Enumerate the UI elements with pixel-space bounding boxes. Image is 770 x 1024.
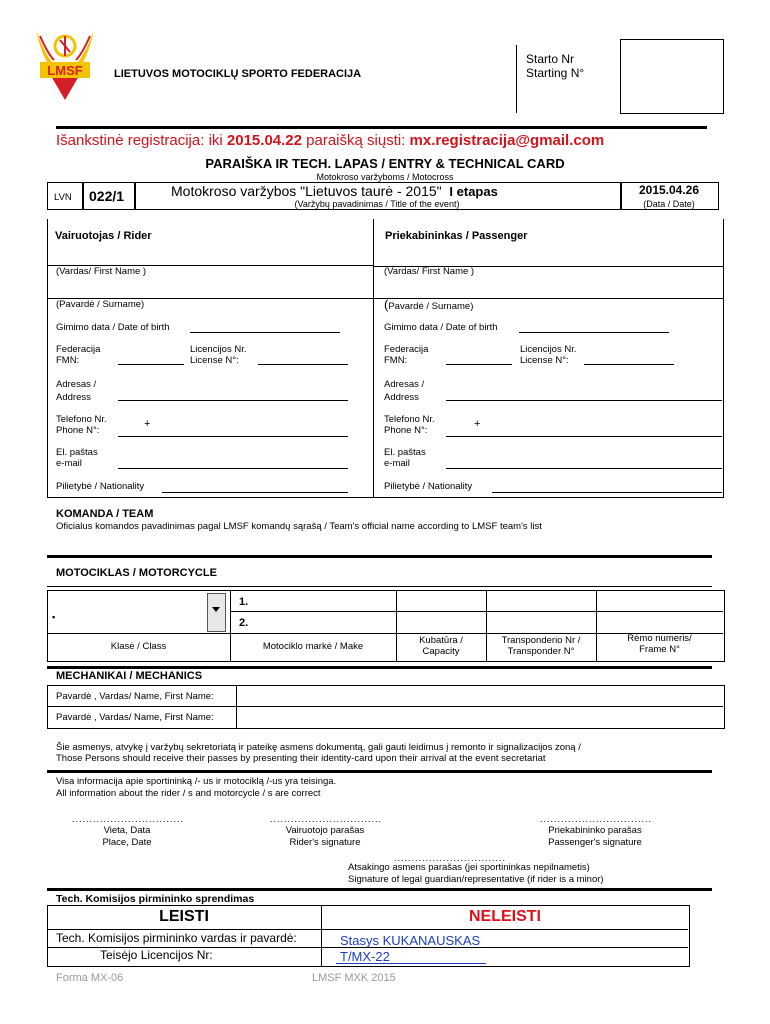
col-class: Klasė / Class [110,641,167,652]
passenger-license-field[interactable] [584,364,674,365]
chevron-down-icon [212,607,220,612]
rider-heading: Vairuotojas / Rider [55,230,152,242]
start-nr-box[interactable] [620,39,724,114]
page-title: PARAIŠKA IR TECH. LAPAS / ENTRY & TECHNICAL CARD [205,156,565,171]
place-dots[interactable]: ................................ [72,814,185,824]
federation-name: LIETUVOS MOTOCIKLŲ SPORTO FEDERACIJA [114,68,362,80]
rider-signature-label: Vairuotojo parašas Rider's signature [285,825,365,848]
passenger-email-field[interactable] [446,468,722,469]
passenger-phone-plus: + [474,418,481,430]
passenger-email-label: El. paštas e-mail [384,447,426,469]
rider-first-name: (Vardas/ First Name ) [56,266,147,277]
notice-text: Šie asmenys, atvykę į varžybų sekretoriatą ir pateikę asmens dokumentą, gali gauti leidimus į remonto ir signalizacijos zoną / Those Persons should receive their passes by presenting their identity-card upon their arrival at the event secretariat [56,742,581,764]
passenger-address-field[interactable] [446,400,722,401]
allow-button[interactable]: LEISTI [159,908,209,925]
passenger-signature-label: Priekabininko parašas Passenger's signature [548,825,642,848]
rider-address-field[interactable] [118,400,348,401]
col-frame: Rėmo numeris/ Frame N° [627,633,692,655]
chair-name-label: Tech. Komisijos pirmininko vardas ir pavardė: [56,931,297,945]
event-date: 2015.04.26 [638,183,700,197]
event-date-caption: (Data / Date) [643,199,695,209]
confirm-text: Visa informacija apie sportininką /- us ir motociklą /-us yra teisinga. All information about the rider / s and motorcycle / s are correct [56,776,337,799]
rider-federation-label: Federacija FMN: [56,344,101,366]
passenger-federation-field[interactable] [446,364,512,365]
team-heading: KOMANDA / TEAM [56,508,154,520]
passenger-nationality-label: Pilietybė / Nationality [384,481,473,492]
footer-code: LMSF MXK 2015 [312,972,396,984]
mechanic-row1-label: Pavardė , Vardas/ Name, First Name: [56,691,214,702]
rider-license-label: Licencijos Nr. License N°: [190,344,247,366]
chair-name-value[interactable]: Stasys KUKANAUSKAS [340,933,481,948]
col-make: Motociklo markė / Make [262,641,364,652]
mechanic-row1-field[interactable] [238,686,722,705]
start-nr-label: Starto Nr Starting N° [526,52,585,80]
passenger-license-label: Licencijos Nr. License N°: [520,344,577,366]
passenger-phone-field[interactable] [446,436,722,437]
mechanic-row2-label: Pavardė , Vardas/ Name, First Name: [56,712,214,723]
passenger-phone-label: Telefono Nr. Phone N°: [384,414,435,436]
judge-license-label: Teisėjo Licencijos Nr: [100,948,213,962]
passenger-first-name: (Vardas/ First Name ) [384,266,475,277]
rider-dob-label: Gimimo data / Date of birth [56,322,170,333]
guardian-signature-dots[interactable]: ................................ [394,853,507,863]
rider-phone-plus: + [144,418,151,430]
class-dropdown-button[interactable] [207,593,226,632]
rider-nationality-field[interactable] [162,492,348,493]
rider-email-label: El. paštas e-mail [56,447,98,469]
registration-notice: Išankstinė registracija: iki 2015.04.22 paraišką siųsti: mx.registracija@gmail.com [56,132,605,149]
rider-phone-field[interactable] [118,436,348,437]
event-name-caption: (Varžybų pavadinimas / Title of the event) [294,199,460,209]
motorcycle-row1: 1. [239,596,249,608]
class-select-value[interactable]: ▪ [52,612,56,622]
motorcycle-row2: 2. [239,617,249,629]
svg-text:LMSF: LMSF [47,63,83,78]
rider-dob-field[interactable] [190,332,340,333]
deny-button[interactable]: NELEISTI [468,908,541,925]
mechanics-heading: MECHANIKAI / MECHANICS [56,670,203,682]
passenger-dob-field[interactable] [519,332,669,333]
rider-nationality-label: Pilietybė / Nationality [56,481,145,492]
rider-federation-field[interactable] [118,364,184,365]
rider-phone-label: Telefono Nr. Phone N°: [56,414,107,436]
rider-email-field[interactable] [118,468,348,469]
team-field[interactable] [47,555,712,558]
event-row [47,182,719,210]
rider-address-label: Adresas / Address [56,379,97,403]
passenger-dob-label: Gimimo data / Date of birth [384,322,498,333]
col-transponder: Transponderio Nr / Transponder N° [501,635,581,657]
event-type: Motokroso varžyboms / Motocross [316,172,454,182]
rider-signature-dots[interactable]: ................................ [270,814,383,824]
lvn-number: 022/1 [89,188,125,204]
judge-license-value[interactable]: T/MX-22 [340,949,390,964]
rider-surname: (Pavardė / Surname) [56,299,145,310]
passenger-nationality-field[interactable] [492,492,722,493]
col-capacity: Kubatūra / Capacity [419,635,463,657]
passenger-federation-label: Federacija FMN: [384,344,429,366]
place-label: Vieta, Data Place, Date [102,825,152,848]
passenger-address-label: Adresas / Address [384,379,425,403]
lvn-label: LVN [54,192,72,203]
decision-heading: Tech. Komisijos pirmininko sprendimas [56,893,255,905]
team-description: Oficialus komandos pavadinimas pagal LMSF komandų sąrašą / Team's official name according to LMSF team's list [56,521,542,532]
guardian-signature-label: Atsakingo asmens parašas (jei sportininkas nepilnametis) Signature of legal guardian/representative (if rider is a minor) [348,862,604,885]
event-name: Motokroso varžybos "Lietuvos taurė - 2015" I etapas [171,183,498,199]
mechanic-row2-field[interactable] [238,707,722,726]
passenger-heading: Priekabininkas / Passenger [385,230,528,242]
passenger-signature-dots[interactable]: ................................ [540,814,653,824]
passenger-surname: (Pavardė / Surname) [384,297,474,312]
motorcycle-heading: MOTOCIKLAS / MOTORCYCLE [56,567,217,579]
lmsf-logo [34,22,96,102]
rider-license-field[interactable] [258,364,348,365]
form-code: Forma MX-06 [56,972,124,984]
